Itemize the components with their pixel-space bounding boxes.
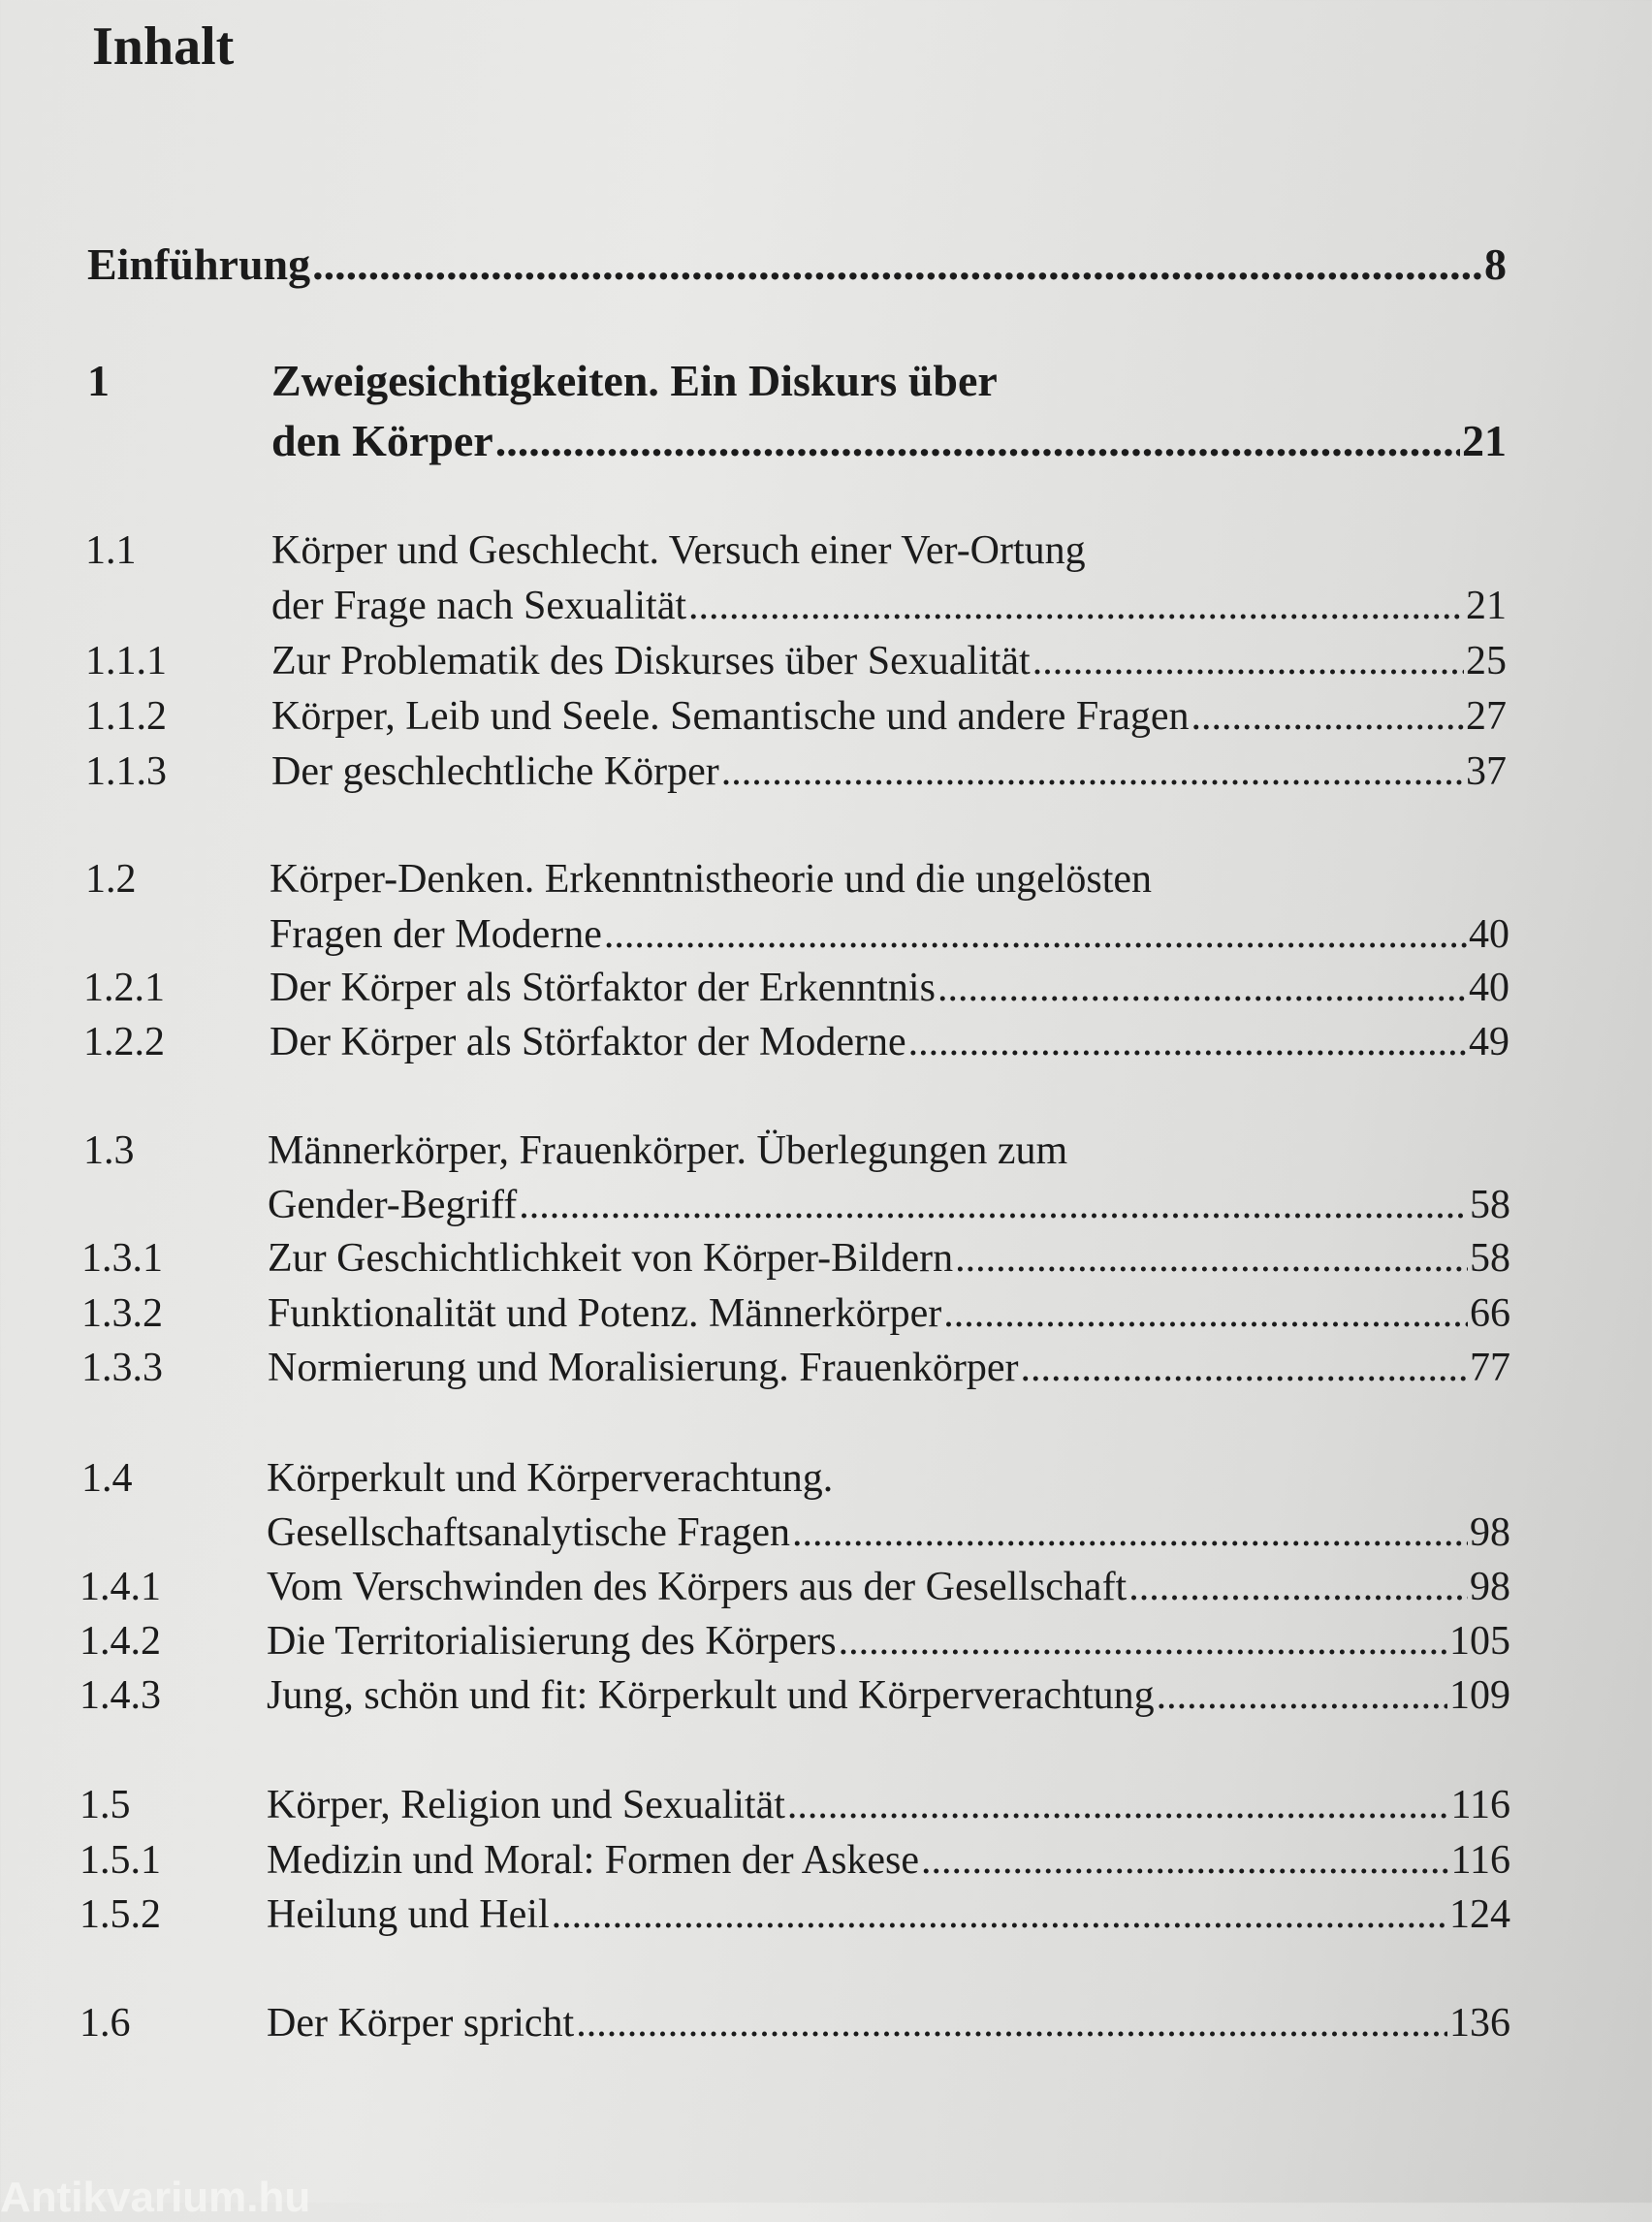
page-number: 21	[1466, 584, 1507, 628]
toc-entry-number: 1.5.1	[79, 1838, 161, 1883]
toc-entry-text: Der Körper spricht	[267, 2001, 575, 2046]
toc-entry-text-line1[interactable]: Körper und Geschlecht. Versuch einer Ver-Ortung	[271, 528, 1086, 573]
toc-entry-text: Vom Verschwinden des Körpers aus der Gesellschaft	[267, 1565, 1128, 1609]
toc-entry-text: Der geschlechtliche Körper	[271, 749, 719, 794]
toc-entry-number: 1.3.2	[81, 1291, 163, 1336]
toc-entry[interactable]	[267, 1836, 1510, 1885]
toc-entry-text: den Körper	[271, 416, 493, 465]
chapter-title-line1[interactable]: Zweigesichtigkeiten. Ein Diskurs über	[271, 356, 998, 405]
page-number: 8	[1484, 239, 1507, 289]
toc-entry-text: Gender-Begriff	[268, 1183, 518, 1227]
leader-dots	[937, 964, 1467, 1012]
page-number: 37	[1466, 749, 1507, 794]
toc-entry-number: 1.2.2	[83, 1020, 165, 1064]
toc-entry-text: Jung, schön und fit: Körperkult und Körperverachtung	[267, 1673, 1155, 1718]
leader-dots	[312, 240, 1482, 289]
leader-dots	[519, 1181, 1468, 1229]
leader-dots	[552, 1890, 1447, 1939]
toc-entry[interactable]	[267, 1890, 1510, 1939]
leader-dots	[576, 1999, 1447, 2047]
toc-entry[interactable]	[268, 1289, 1510, 1338]
toc-entry-number: 1.1.2	[85, 694, 167, 739]
page-number: 124	[1449, 1892, 1510, 1937]
page-number: 40	[1469, 912, 1509, 957]
toc-entry[interactable]	[270, 964, 1509, 1012]
leader-dots	[839, 1617, 1447, 1666]
toc-entry-text: Körper, Leib und Seele. Semantische und andere Fragen	[271, 694, 1190, 739]
toc-entry-text: Der Körper als Störfaktor der Moderne	[270, 1020, 906, 1064]
page-number: 40	[1469, 966, 1509, 1010]
toc-title: Inhalt	[92, 16, 235, 77]
leader-dots	[495, 417, 1460, 465]
toc-entry[interactable]	[267, 1617, 1510, 1666]
leader-dots	[955, 1234, 1468, 1283]
page-number: 58	[1470, 1236, 1510, 1281]
leader-dots	[1157, 1671, 1447, 1720]
chapter-title-line2[interactable]	[271, 417, 1507, 465]
page-number: 27	[1466, 694, 1507, 739]
toc-entry-number: 1.2	[85, 857, 137, 902]
page-number: 77	[1470, 1346, 1510, 1390]
toc-entry-text: Funktionalität und Potenz. Männerkörper	[268, 1291, 942, 1336]
page-number: 98	[1470, 1510, 1510, 1555]
toc-entry[interactable]	[268, 1181, 1510, 1229]
toc-entry[interactable]	[267, 1999, 1510, 2047]
toc-entry-number: 1.5	[79, 1783, 131, 1827]
page-number: 105	[1449, 1619, 1510, 1664]
toc-entry[interactable]	[270, 910, 1509, 959]
toc-entry[interactable]	[270, 1018, 1509, 1066]
page-number: 66	[1470, 1291, 1510, 1336]
toc-entry-text: Zur Geschichtlichkeit von Körper-Bildern	[268, 1236, 954, 1281]
toc-entry-number: 1.6	[79, 2001, 131, 2046]
toc-entry-number: 1.4.3	[79, 1673, 161, 1718]
leader-dots	[943, 1289, 1468, 1338]
leader-dots	[1191, 692, 1465, 741]
toc-entry-text: Zur Problematik des Diskurses über Sexualität	[271, 639, 1031, 683]
toc-entry-text: Fragen der Moderne	[270, 912, 602, 957]
leader-dots	[921, 1836, 1449, 1885]
toc-entry-number: 1.5.2	[79, 1892, 161, 1937]
toc-entry-number: 1.4.1	[79, 1565, 161, 1609]
toc-entry-number: 1.4.2	[79, 1619, 161, 1664]
page-number: 58	[1470, 1183, 1510, 1227]
toc-entry-text: Heilung und Heil	[267, 1892, 550, 1937]
page-number: 116	[1450, 1783, 1510, 1827]
toc-entry[interactable]	[267, 1508, 1510, 1557]
page-number: 136	[1449, 2001, 1510, 2046]
toc-entry[interactable]	[271, 747, 1507, 796]
page-number: 98	[1470, 1565, 1510, 1609]
page-number: 21	[1462, 416, 1507, 465]
page-number: 25	[1466, 639, 1507, 683]
toc-entry-number: 1.1.1	[85, 639, 167, 683]
toc-entry-number: 1.4	[81, 1456, 133, 1501]
toc-entry-number: 1.3.1	[81, 1236, 163, 1281]
toc-entry-text: der Frage nach Sexualität	[271, 584, 686, 628]
toc-entry-text: Der Körper als Störfaktor der Erkenntnis	[270, 966, 936, 1010]
toc-entry[interactable]	[271, 692, 1507, 741]
toc-entry-intro[interactable]	[87, 240, 1507, 289]
chapter-number: 1	[87, 356, 110, 405]
toc-entry[interactable]	[268, 1344, 1510, 1392]
leader-dots	[1128, 1563, 1468, 1611]
toc-entry-text-line1[interactable]: Körper-Denken. Erkenntnistheorie und die ungelösten	[270, 857, 1153, 902]
toc-entry[interactable]	[267, 1671, 1510, 1720]
toc-entry-text-line1[interactable]: Männerkörper, Frauenkörper. Überlegungen zum	[268, 1128, 1068, 1173]
leader-dots	[688, 582, 1464, 630]
toc-entry[interactable]	[268, 1234, 1510, 1283]
leader-dots	[908, 1018, 1467, 1066]
toc-entry[interactable]	[271, 637, 1507, 685]
toc-entry-text: Körper, Religion und Sexualität	[267, 1783, 785, 1827]
leader-dots	[1020, 1344, 1468, 1392]
toc-entry-text: Die Territorialisierung des Körpers	[267, 1619, 837, 1664]
leader-dots	[792, 1508, 1468, 1557]
toc-entry-text-line1[interactable]: Körperkult und Körperverachtung.	[267, 1456, 834, 1501]
watermark-text: Antikvarium.hu	[0, 2174, 311, 2221]
toc-entry-number: 1.2.1	[83, 966, 165, 1010]
toc-entry-text: Gesellschaftsanalytische Fragen	[267, 1510, 790, 1555]
page-number: 49	[1469, 1020, 1509, 1064]
toc-entry-number: 1.3.3	[81, 1346, 163, 1390]
toc-entry-text: Normierung und Moralisierung. Frauenkörper	[268, 1346, 1019, 1390]
leader-dots	[721, 747, 1464, 796]
toc-entry[interactable]	[271, 582, 1507, 630]
toc-entry-text: Einführung	[87, 239, 311, 289]
leader-dots	[1032, 637, 1464, 685]
toc-entry[interactable]	[267, 1781, 1510, 1829]
leader-dots	[604, 910, 1467, 959]
page-number: 116	[1450, 1838, 1510, 1883]
toc-entry-number: 1.1.3	[85, 749, 167, 794]
toc-entry-number: 1.1	[85, 528, 137, 573]
toc-entry-text: Medizin und Moral: Formen der Askese	[267, 1838, 920, 1883]
leader-dots	[787, 1781, 1449, 1829]
toc-entry[interactable]	[267, 1563, 1510, 1611]
page-number: 109	[1449, 1673, 1510, 1718]
toc-entry-number: 1.3	[83, 1128, 135, 1173]
